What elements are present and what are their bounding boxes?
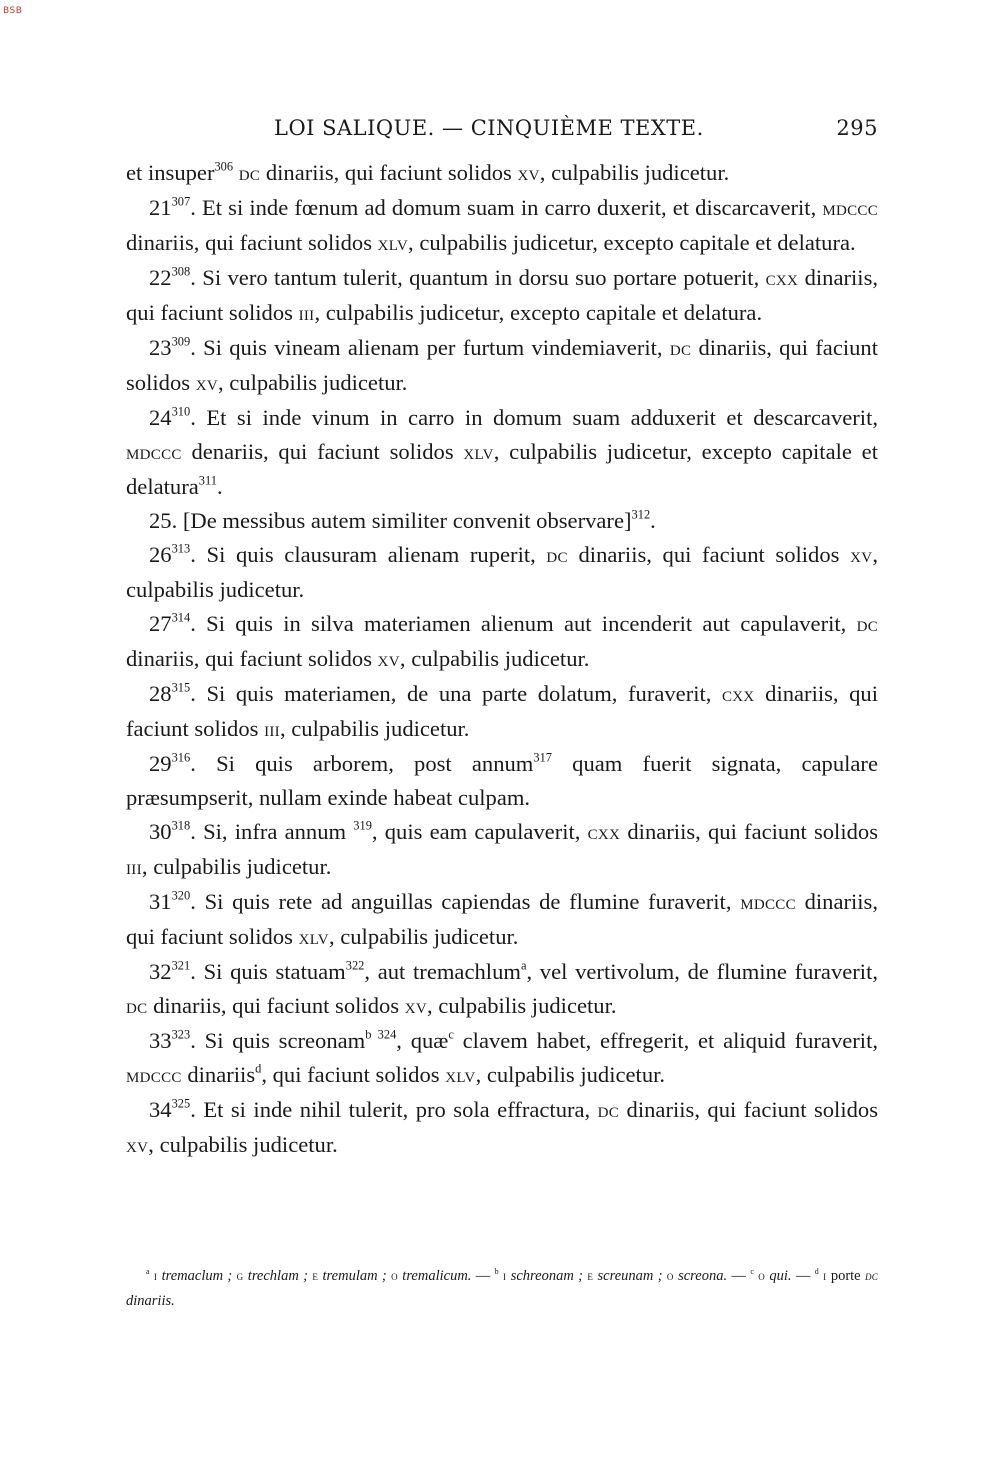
article-number: 22 (149, 265, 172, 290)
text-run: . (216, 474, 223, 499)
variant-reading: screunam ; (593, 1268, 667, 1284)
article-text (126, 405, 878, 499)
small-caps-numeral: mdccc (822, 197, 879, 220)
small-caps-numeral: dc (669, 337, 692, 360)
article-number: 33 (149, 1028, 172, 1053)
variant-reading: tremaclum ; (157, 1268, 237, 1284)
article-separator: . (171, 508, 183, 533)
text-run: , culpabilis judicetur. (328, 924, 519, 949)
small-caps-numeral: dc (238, 162, 261, 185)
variant-reading: trechlam ; (243, 1268, 313, 1284)
note-reference: c (448, 1027, 454, 1042)
article-text (126, 195, 878, 255)
small-caps-numeral: o (666, 1268, 674, 1283)
small-caps-numeral: iii (264, 718, 280, 741)
small-caps-numeral: cxx (587, 821, 621, 844)
article-number: 30 (149, 819, 172, 844)
article-number: 34 (149, 1097, 172, 1122)
small-caps-numeral: xv (126, 1134, 149, 1157)
text-run: , culpabilis judicetur. (475, 1062, 666, 1087)
article-text (126, 681, 878, 741)
variant-reading: tremalicum. (397, 1268, 472, 1284)
small-caps-numeral: i (823, 1268, 827, 1283)
article-32 (126, 955, 878, 1024)
small-caps-numeral: xv (377, 648, 400, 671)
article-31 (126, 885, 878, 955)
article-separator: . (190, 819, 204, 844)
text-run: . (650, 508, 656, 533)
article-separator: . (190, 265, 203, 290)
text-run: , culpabilis judicetur. (427, 993, 617, 1018)
article-text (126, 959, 878, 1018)
text-run: Si quis materiamen, de una parte dolatum, furaverit, (206, 681, 722, 706)
text-run: dinariis, qui faciunt solidos (147, 993, 405, 1018)
article-21 (126, 191, 878, 261)
text-run: clavem habet, effregerit, et aliquid furaverit, (453, 1028, 878, 1053)
article-number: 29 (149, 751, 172, 776)
article-note-ref: 318 (171, 818, 191, 833)
text-run: dinariis, qui faciunt solidos (126, 265, 879, 325)
small-caps-numeral: dc (126, 995, 148, 1018)
article-text (126, 1097, 878, 1157)
article-text (126, 265, 878, 325)
note-reference: d (255, 1061, 262, 1076)
article-30 (126, 815, 878, 885)
article-text (126, 335, 878, 395)
small-caps-numeral: cxx (765, 267, 799, 290)
variant-reading: dinariis. (126, 1293, 175, 1309)
article-27 (126, 607, 878, 677)
small-caps-numeral: mdccc (740, 891, 796, 914)
text-run: , culpabilis judicetur, excepto capitale et delatura. (314, 300, 763, 325)
small-caps-numeral: xv (404, 995, 427, 1018)
text-run: Si, infra annum (203, 819, 354, 844)
text-run: dinariis, qui faciunt solidos (620, 819, 878, 844)
article-separator: . (190, 611, 207, 636)
note-reference: 319 (353, 818, 372, 833)
small-caps-numeral: o (758, 1268, 766, 1283)
article-separator: . (190, 681, 207, 706)
text-run: dinariis, qui faciunt solidos (126, 335, 878, 395)
article-number: 28 (149, 681, 172, 706)
article-text (126, 1028, 878, 1087)
article-text (126, 611, 878, 671)
text-run: — (727, 1268, 751, 1284)
note-reference: 306 (214, 159, 234, 174)
text-run: Si quis arborem, post annum (216, 751, 534, 776)
note-reference: 322 (345, 958, 365, 973)
article-note-ref: 315 (171, 680, 191, 695)
article-29 (126, 747, 878, 815)
variant-reading: tremulam ; (318, 1268, 392, 1284)
article-number: 26 (149, 542, 172, 567)
text-run: Et si inde nihil tulerit, pro sola effractura, (203, 1097, 598, 1122)
footnote-text (126, 1263, 878, 1314)
library-stamp: BSB (3, 6, 23, 16)
article-note-ref: 309 (171, 334, 191, 349)
text-run: porte (826, 1268, 865, 1284)
text-run: , culpabilis judicetur. (141, 854, 332, 879)
text-run: Et si inde fœnum ad domum suam in carro duxerit, et discarcaverit, (202, 195, 823, 220)
small-caps-numeral: iii (298, 302, 315, 325)
text-run: dinariis, qui faciunt solidos (126, 889, 878, 949)
text-run: dinariis, qui faciunt solidos (126, 646, 378, 671)
note-reference: c (750, 1267, 754, 1277)
article-number: 21 (149, 195, 172, 220)
text-run: dinariis, qui faciunt solidos (567, 542, 851, 567)
article-separator: . (190, 889, 205, 914)
text-run: — (471, 1268, 495, 1284)
text-run: Si quis rete ad anguillas capiendas de flumine furaverit, (204, 889, 741, 914)
small-caps-numeral: o (391, 1268, 398, 1283)
small-caps-numeral: mdccc (126, 441, 182, 464)
article-25 (126, 504, 878, 538)
text-run: Si vero tantum tulerit, quantum in dorsu suo portare potuerit, (202, 265, 766, 290)
variant-reading: schreonam ; (506, 1268, 588, 1284)
article-note-ref: 310 (171, 404, 191, 419)
note-reference: a (146, 1267, 150, 1277)
article-separator: . (190, 405, 207, 430)
article-note-ref: 320 (171, 888, 191, 903)
text-run: , culpabilis judicetur, excepto capitale et delatura. (408, 230, 856, 255)
article-text (126, 542, 878, 602)
note-reference: 312 (631, 507, 651, 522)
text-run: , culpabilis judicetur, excepto capitale et delatura (126, 439, 878, 499)
text-run: , quis eam capulaverit, (371, 819, 588, 844)
article-note-ref: 314 (171, 610, 191, 625)
small-caps-numeral: xlv (298, 926, 329, 949)
small-caps-numeral: xlv (463, 441, 494, 464)
text-run: et insuper (126, 160, 215, 185)
text-run: , qui faciunt solidos (261, 1062, 446, 1087)
article-number: 24 (149, 405, 172, 430)
text-run: , culpabilis judicetur. (148, 1132, 338, 1157)
text-run: dinariis, qui faciunt solidos (126, 681, 878, 741)
text-run: , culpabilis judicetur. (399, 646, 590, 671)
continued-paragraph (126, 156, 878, 191)
article-text (126, 819, 878, 879)
text-run: dinariis (181, 1062, 256, 1087)
article-note-ref: 316 (171, 750, 191, 765)
text-run: , vel vertivolum, de flumine furaverit, (526, 959, 878, 984)
small-caps-numeral: xv (850, 544, 873, 567)
article-23 (126, 331, 878, 401)
article-note-ref: 323 (171, 1027, 191, 1042)
article-note-ref: 321 (171, 958, 191, 973)
article-note-ref: 313 (171, 541, 191, 556)
running-title: LOI SALIQUE. — CINQUIÈME TEXTE. (274, 116, 704, 140)
text-run: Si quis statuam (203, 959, 346, 984)
page-number: 295 (836, 116, 878, 140)
text-run: , culpabilis judicetur. (279, 716, 470, 741)
article-text (126, 889, 878, 949)
small-caps-numeral: dc (856, 613, 878, 636)
small-caps-numeral: dc (546, 544, 568, 567)
article-separator: . (190, 1097, 204, 1122)
small-caps-numeral: xlv (445, 1064, 476, 1087)
article-22 (126, 261, 878, 331)
variant-reading: screona. (673, 1268, 728, 1284)
article-number: 23 (149, 335, 172, 360)
text-run: Si quis screonam (204, 1028, 366, 1053)
text-run: , culpabilis judicetur. (126, 542, 878, 602)
text-run: , culpabilis judicetur. (217, 370, 408, 395)
article-number: 27 (149, 611, 172, 636)
article-28 (126, 677, 878, 747)
article-26 (126, 538, 878, 607)
text-run: dinariis, qui faciunt solidos (126, 230, 378, 255)
note-reference: 311 (198, 473, 217, 488)
article-number: 25 (149, 508, 172, 533)
article-separator: . (190, 542, 207, 567)
article-text (126, 751, 878, 810)
small-caps-numeral: xv (195, 372, 218, 395)
article-separator: . (190, 751, 217, 776)
text-run: quam fuerit signata, capulare præsumpserit, nullam exinde habeat culpam. (126, 751, 878, 810)
article-text (183, 508, 656, 533)
article-34 (126, 1093, 878, 1163)
note-reference: b 324 (365, 1027, 397, 1042)
text-run: Si quis in silva materiamen alienum aut incenderit aut capulaverit, (206, 611, 857, 636)
small-caps-numeral: cxx (722, 683, 755, 706)
article-separator: . (190, 1028, 205, 1053)
text-run: , quæ (396, 1028, 449, 1053)
article-note-ref: 308 (171, 264, 191, 279)
small-caps-numeral: xlv (377, 232, 409, 255)
article-separator: . (190, 335, 204, 360)
note-reference: b (494, 1267, 499, 1277)
text-run: , culpabilis judicetur. (539, 160, 730, 185)
article-33 (126, 1024, 878, 1093)
article-number: 32 (149, 959, 172, 984)
article-note-ref: 307 (171, 194, 191, 209)
small-caps-numeral: xv (517, 162, 540, 185)
small-caps-numeral: mdccc (126, 1064, 182, 1087)
footnotes (126, 1263, 878, 1314)
note-reference: 317 (533, 750, 552, 765)
article-note-ref: 325 (171, 1096, 191, 1111)
text-run: denariis, qui faciunt solidos (181, 439, 464, 464)
main-text (126, 156, 878, 1163)
small-caps-numeral: dc (864, 1268, 879, 1283)
small-caps-numeral: e (587, 1268, 594, 1283)
paragraph-text (126, 160, 729, 185)
variant-reading: qui. (765, 1268, 792, 1284)
note-reference: d (814, 1267, 819, 1277)
small-caps-numeral: i (503, 1268, 507, 1283)
text-run: , aut tremachlum (364, 959, 521, 984)
article-separator: . (190, 959, 204, 984)
text-run: dinariis, qui faciunt solidos (260, 160, 518, 185)
small-caps-numeral: e (312, 1268, 319, 1283)
note-reference: a (520, 958, 527, 973)
article-separator: . (190, 195, 202, 220)
text-run: — (791, 1268, 815, 1284)
small-caps-numeral: dc (597, 1099, 620, 1122)
article-number: 31 (149, 889, 172, 914)
small-caps-numeral: iii (126, 856, 142, 879)
text-run: Si quis clausuram alienam ruperit, (206, 542, 547, 567)
text-run: Et si inde vinum in carro in domum suam adduxerit et descarcaverit, (206, 405, 879, 430)
text-run: Si quis vineam alienam per furtum vindemiaverit, (203, 335, 670, 360)
text-run: dinariis, qui faciunt solidos (619, 1097, 878, 1122)
article-24 (126, 401, 878, 504)
running-head (126, 116, 878, 146)
small-caps-numeral: i (153, 1268, 158, 1283)
small-caps-numeral: g (236, 1268, 244, 1283)
text-run: [De messibus autem similiter convenit observare] (182, 508, 632, 533)
